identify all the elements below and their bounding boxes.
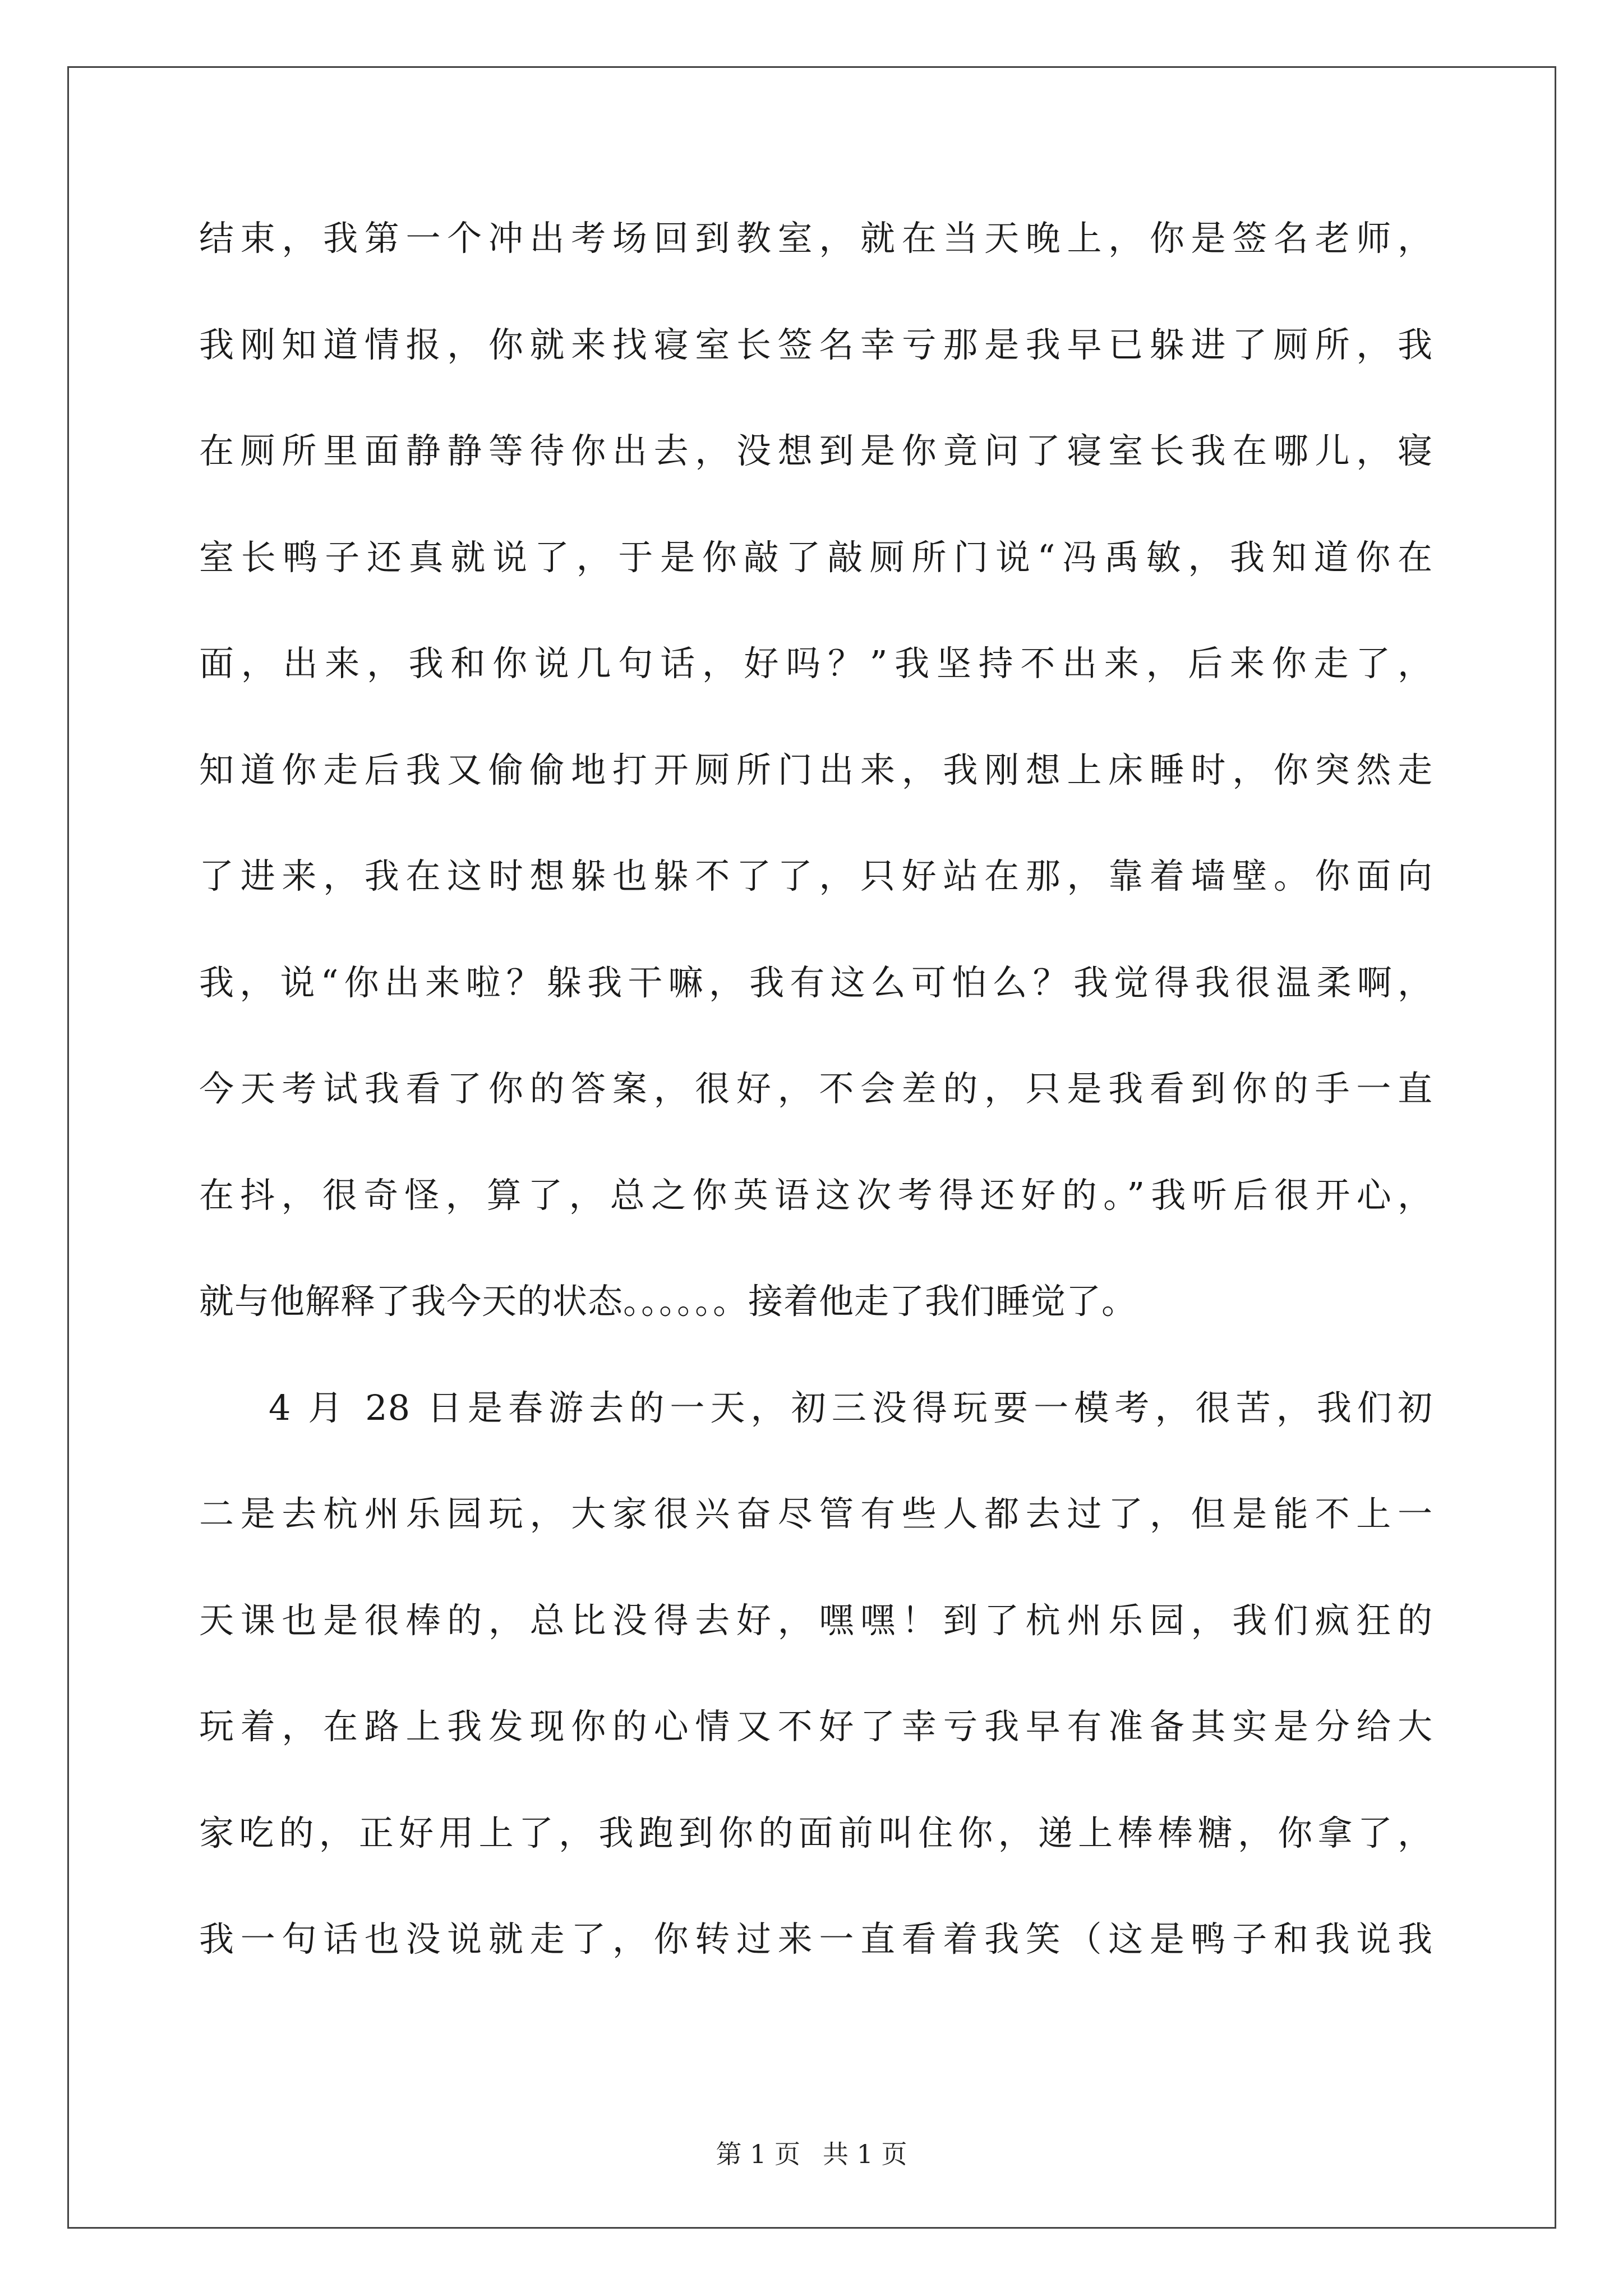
text-line: 今天考试我看了你的答案，很好，不会差的，只是我看到你的手一直 [199,1068,1433,1109]
text-line: 4 月 28 日是春游去的一天，初三没得玩要一模考，很苦，我们初 [269,1387,1433,1428]
text-line: 我刚知道情报，你就来找寝室长签名幸亏那是我早已躲进了厕所，我 [199,324,1433,365]
text-line [199,2026,1433,2133]
text-line: 我，说“你出来啦？躲我干嘛，我有这么可怕么？我觉得我很温柔啊， [199,961,1433,1003]
text-line: 我一句话也没说就走了，你转过来一直看着我笑（这是鸭子和我说我 [199,1918,1433,1959]
page-total: 共 1 页 [823,2139,907,2169]
text-line: 天课也是很棒的，总比没得去好，嘿嘿！到了杭州乐园，我们疯狂的 [199,1599,1433,1641]
page-number: 第 1 页 [716,2139,800,2169]
text-line: 玩着，在路上我发现你的心情又不好了幸亏我早有准备其实是分给大 [199,1706,1433,1747]
page-footer [0,2138,1623,2170]
text-line: 家吃的，正好用上了，我跑到你的面前叫住你，递上棒棒糖，你拿了， [199,1812,1433,1853]
text-line: 结束，我第一个冲出考场回到教室，就在当天晚上，你是签名老师， [199,218,1433,259]
text-line: 在抖，很奇怪，算了，总之你英语这次考得还好的。”我听后很开心， [199,1174,1433,1216]
text-line: 室长鸭子还真就说了，于是你敲了敲厕所门说“冯禹敏，我知道你在 [199,536,1433,578]
text-line: 面，出来，我和你说几句话，好吗？”我坚持不出来，后来你走了， [199,643,1433,684]
text-line: 就与他解释了我今天的状态。。。。。。接着他走了我们睡觉了。 [199,1281,1137,1322]
text-line: 在厕所里面静静等待你出去，没想到是你竟问了寝室长我在哪儿，寝 [199,430,1433,471]
text-line: 了进来，我在这时想躲也躲不了了，只好站在那，靠着墙壁。你面向 [199,855,1433,896]
text-line: 二是去杭州乐园玩，大家很兴奋尽管有些人都去过了，但是能不上一 [199,1493,1433,1534]
document-body [199,219,1433,2132]
text-line: 知道你走后我又偷偷地打开厕所门出来，我刚想上床睡时，你突然走 [199,749,1433,790]
